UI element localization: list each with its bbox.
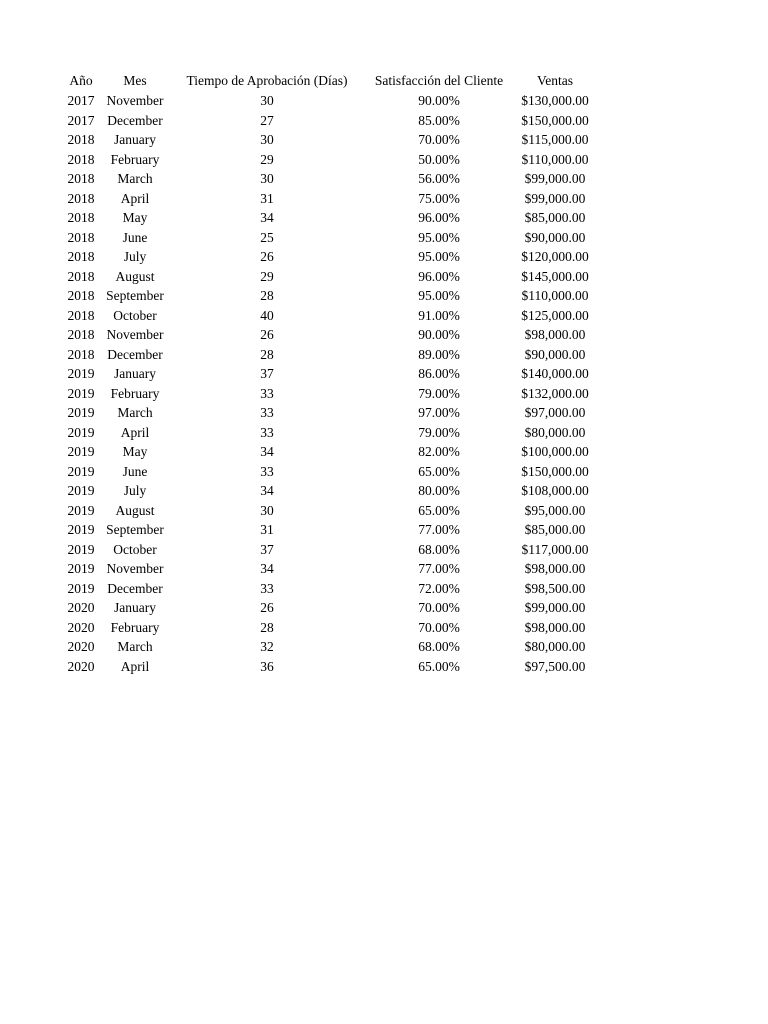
- cell-month: December: [107, 346, 163, 362]
- cell-sales: $145,000.00: [521, 268, 589, 284]
- cell-satisfaction: 65.00%: [418, 658, 460, 674]
- cell-approval-days: 34: [260, 444, 274, 459]
- cell-satisfaction: 85.00%: [418, 112, 460, 128]
- table-row: [58, 559, 600, 579]
- cell-satisfaction: 80.00%: [418, 483, 460, 498]
- cell-year: 2017: [67, 112, 95, 128]
- table-row: [58, 325, 600, 345]
- cell-year: 2020: [67, 658, 95, 674]
- header-month: Mes: [123, 73, 147, 88]
- table-row: [58, 364, 600, 384]
- table-row: [58, 247, 600, 267]
- table-row: [58, 130, 600, 150]
- data-sheet: [58, 70, 600, 676]
- cell-month: March: [117, 171, 153, 186]
- cell-approval-days: 33: [260, 463, 274, 479]
- cell-sales: $80,000.00: [524, 639, 586, 654]
- table-row: [58, 267, 600, 287]
- cell-sales: $98,000.00: [524, 561, 586, 576]
- cell-month: December: [107, 112, 163, 128]
- cell-month: September: [106, 288, 164, 303]
- cell-sales: $140,000.00: [521, 366, 589, 381]
- cell-sales: $150,000.00: [521, 463, 589, 479]
- cell-sales: $110,000.00: [521, 151, 589, 167]
- cell-sales: $85,000.00: [524, 522, 586, 537]
- cell-month: November: [106, 561, 164, 576]
- cell-satisfaction: 68.00%: [418, 541, 460, 557]
- cell-sales: $100,000.00: [521, 444, 589, 459]
- cell-year: 2019: [67, 463, 95, 479]
- cell-month: February: [110, 151, 160, 167]
- cell-year: 2018: [67, 210, 95, 225]
- cell-year: 2018: [67, 307, 95, 323]
- cell-month: April: [120, 658, 150, 674]
- cell-approval-days: 28: [260, 619, 274, 635]
- cell-approval-days: 33: [260, 385, 274, 401]
- cell-year: 2018: [67, 132, 95, 147]
- cell-year: 2019: [67, 444, 95, 459]
- cell-month: February: [110, 385, 160, 401]
- table-row: [58, 657, 600, 677]
- cell-approval-days: 29: [260, 268, 274, 284]
- cell-satisfaction: 65.00%: [418, 502, 460, 518]
- table-row: [58, 481, 600, 501]
- data-table: [58, 70, 600, 676]
- cell-month: December: [107, 580, 163, 596]
- cell-sales: $125,000.00: [521, 307, 589, 323]
- cell-satisfaction: 90.00%: [418, 93, 460, 108]
- cell-year: 2018: [67, 288, 95, 303]
- cell-satisfaction: 96.00%: [418, 210, 460, 225]
- cell-satisfaction: 68.00%: [418, 639, 460, 654]
- table-row: [58, 520, 600, 540]
- cell-sales: $98,000.00: [524, 619, 586, 635]
- cell-year: 2020: [67, 600, 95, 615]
- cell-satisfaction: 96.00%: [418, 268, 460, 284]
- cell-approval-days: 36: [260, 658, 274, 674]
- cell-satisfaction: 77.00%: [418, 522, 460, 537]
- cell-sales: $90,000.00: [524, 229, 586, 245]
- cell-approval-days: 28: [260, 346, 274, 362]
- cell-month: July: [123, 483, 147, 498]
- cell-year: 2019: [67, 561, 95, 576]
- cell-approval-days: 26: [260, 600, 274, 615]
- cell-sales: $132,000.00: [521, 385, 589, 401]
- cell-satisfaction: 77.00%: [418, 561, 460, 576]
- cell-satisfaction: 75.00%: [418, 190, 460, 206]
- cell-year: 2017: [67, 93, 95, 108]
- cell-approval-days: 28: [260, 288, 274, 303]
- table-row: [58, 618, 600, 638]
- cell-approval-days: 34: [260, 561, 274, 576]
- cell-sales: $85,000.00: [524, 210, 586, 225]
- cell-month: November: [106, 93, 164, 108]
- cell-sales: $90,000.00: [524, 346, 586, 362]
- cell-approval-days: 25: [260, 229, 274, 245]
- cell-month: November: [106, 327, 164, 342]
- cell-year: 2019: [67, 405, 95, 420]
- cell-year: 2018: [67, 190, 95, 206]
- table-row: [58, 540, 600, 560]
- cell-satisfaction: 56.00%: [418, 171, 460, 186]
- cell-satisfaction: 79.00%: [418, 424, 460, 440]
- cell-approval-days: 29: [260, 151, 274, 167]
- table-row: [58, 345, 600, 365]
- cell-satisfaction: 79.00%: [418, 385, 460, 401]
- cell-year: 2018: [67, 171, 95, 186]
- cell-approval-days: 31: [260, 190, 274, 206]
- cell-satisfaction: 82.00%: [418, 444, 460, 459]
- cell-month: August: [115, 268, 155, 284]
- table-row: [58, 91, 600, 111]
- cell-approval-days: 33: [260, 405, 274, 420]
- table-row: [58, 150, 600, 170]
- cell-satisfaction: 89.00%: [418, 346, 460, 362]
- cell-month: March: [117, 405, 153, 420]
- cell-sales: $150,000.00: [521, 112, 589, 128]
- cell-satisfaction: 91.00%: [418, 307, 460, 323]
- cell-satisfaction: 95.00%: [418, 288, 460, 303]
- table-row: [58, 462, 600, 482]
- cell-sales: $97,000.00: [524, 405, 586, 420]
- cell-month: May: [122, 210, 148, 225]
- cell-satisfaction: 70.00%: [418, 600, 460, 615]
- cell-month: May: [122, 444, 148, 459]
- header-sales: Ventas: [537, 73, 573, 88]
- cell-satisfaction: 97.00%: [418, 405, 460, 420]
- cell-approval-days: 37: [260, 366, 274, 381]
- cell-month: October: [113, 307, 157, 323]
- cell-month: June: [122, 463, 148, 479]
- table-row: [58, 228, 600, 248]
- cell-year: 2019: [67, 502, 95, 518]
- table-row: [58, 501, 600, 521]
- cell-year: 2019: [67, 580, 95, 596]
- cell-year: 2018: [67, 268, 95, 284]
- cell-year: 2019: [67, 541, 95, 557]
- table-row: [58, 598, 600, 618]
- cell-approval-days: 26: [260, 249, 274, 264]
- cell-sales: $110,000.00: [521, 288, 589, 303]
- cell-approval-days: 30: [260, 132, 274, 147]
- cell-year: 2019: [67, 385, 95, 401]
- cell-sales: $97,500.00: [524, 658, 586, 674]
- cell-sales: $120,000.00: [521, 249, 589, 264]
- cell-month: January: [114, 132, 156, 147]
- table-row: [58, 384, 600, 404]
- cell-month: January: [114, 366, 156, 381]
- cell-approval-days: 34: [260, 483, 274, 498]
- table-row: [58, 208, 600, 228]
- cell-month: January: [114, 600, 156, 615]
- cell-approval-days: 34: [260, 210, 274, 225]
- cell-month: April: [120, 190, 150, 206]
- cell-approval-days: 30: [260, 93, 274, 108]
- cell-sales: $130,000.00: [521, 93, 589, 108]
- cell-month: April: [120, 424, 150, 440]
- cell-satisfaction: 90.00%: [418, 327, 460, 342]
- cell-sales: $99,000.00: [524, 600, 586, 615]
- cell-approval-days: 37: [260, 541, 274, 557]
- header-year: Año: [69, 73, 93, 88]
- cell-satisfaction: 95.00%: [418, 229, 460, 245]
- cell-month: September: [106, 522, 164, 537]
- cell-year: 2020: [67, 619, 95, 635]
- cell-year: 2019: [67, 483, 95, 498]
- cell-satisfaction: 95.00%: [418, 249, 460, 264]
- cell-year: 2018: [67, 346, 95, 362]
- cell-year: 2019: [67, 366, 95, 381]
- header-row: [58, 70, 600, 91]
- header-satisfaction: Satisfacción del Cliente: [374, 73, 504, 88]
- cell-year: 2018: [67, 327, 95, 342]
- cell-year: 2020: [67, 639, 95, 654]
- table-row: [58, 403, 600, 423]
- cell-approval-days: 30: [260, 171, 274, 186]
- cell-sales: $117,000.00: [521, 541, 589, 557]
- cell-year: 2018: [67, 229, 95, 245]
- cell-sales: $99,000.00: [524, 171, 586, 186]
- table-row: [58, 169, 600, 189]
- cell-sales: $98,500.00: [524, 580, 586, 596]
- table-row: [58, 442, 600, 462]
- cell-approval-days: 30: [260, 502, 274, 518]
- table-row: [58, 637, 600, 657]
- cell-satisfaction: 70.00%: [418, 132, 460, 147]
- cell-year: 2018: [67, 249, 95, 264]
- cell-month: March: [117, 639, 153, 654]
- cell-approval-days: 26: [260, 327, 274, 342]
- table-row: [58, 111, 600, 131]
- cell-sales: $108,000.00: [521, 483, 589, 498]
- cell-satisfaction: 50.00%: [418, 151, 460, 167]
- cell-satisfaction: 72.00%: [418, 580, 460, 596]
- cell-satisfaction: 70.00%: [418, 619, 460, 635]
- cell-sales: $115,000.00: [521, 132, 589, 147]
- cell-approval-days: 33: [260, 424, 274, 440]
- cell-satisfaction: 65.00%: [418, 463, 460, 479]
- cell-approval-days: 31: [260, 522, 274, 537]
- cell-year: 2019: [67, 424, 95, 440]
- table-row: [58, 306, 600, 326]
- cell-month: June: [122, 229, 148, 245]
- cell-month: October: [113, 541, 157, 557]
- cell-sales: $80,000.00: [524, 424, 586, 440]
- cell-year: 2018: [67, 151, 95, 167]
- cell-approval-days: 32: [260, 639, 274, 654]
- table-row: [58, 189, 600, 209]
- table-row: [58, 286, 600, 306]
- cell-sales: $98,000.00: [524, 327, 586, 342]
- cell-approval-days: 27: [260, 112, 274, 128]
- table-body: [58, 91, 600, 676]
- cell-sales: $99,000.00: [524, 190, 586, 206]
- cell-year: 2019: [67, 522, 95, 537]
- cell-month: July: [123, 249, 147, 264]
- cell-month: August: [115, 502, 155, 518]
- header-approval-days: Tiempo de Aprobación (Días): [186, 73, 348, 88]
- cell-satisfaction: 86.00%: [418, 366, 460, 381]
- cell-approval-days: 33: [260, 580, 274, 596]
- table-row: [58, 423, 600, 443]
- cell-month: February: [110, 619, 160, 635]
- cell-sales: $95,000.00: [524, 502, 586, 518]
- cell-approval-days: 40: [260, 307, 274, 323]
- table-row: [58, 579, 600, 599]
